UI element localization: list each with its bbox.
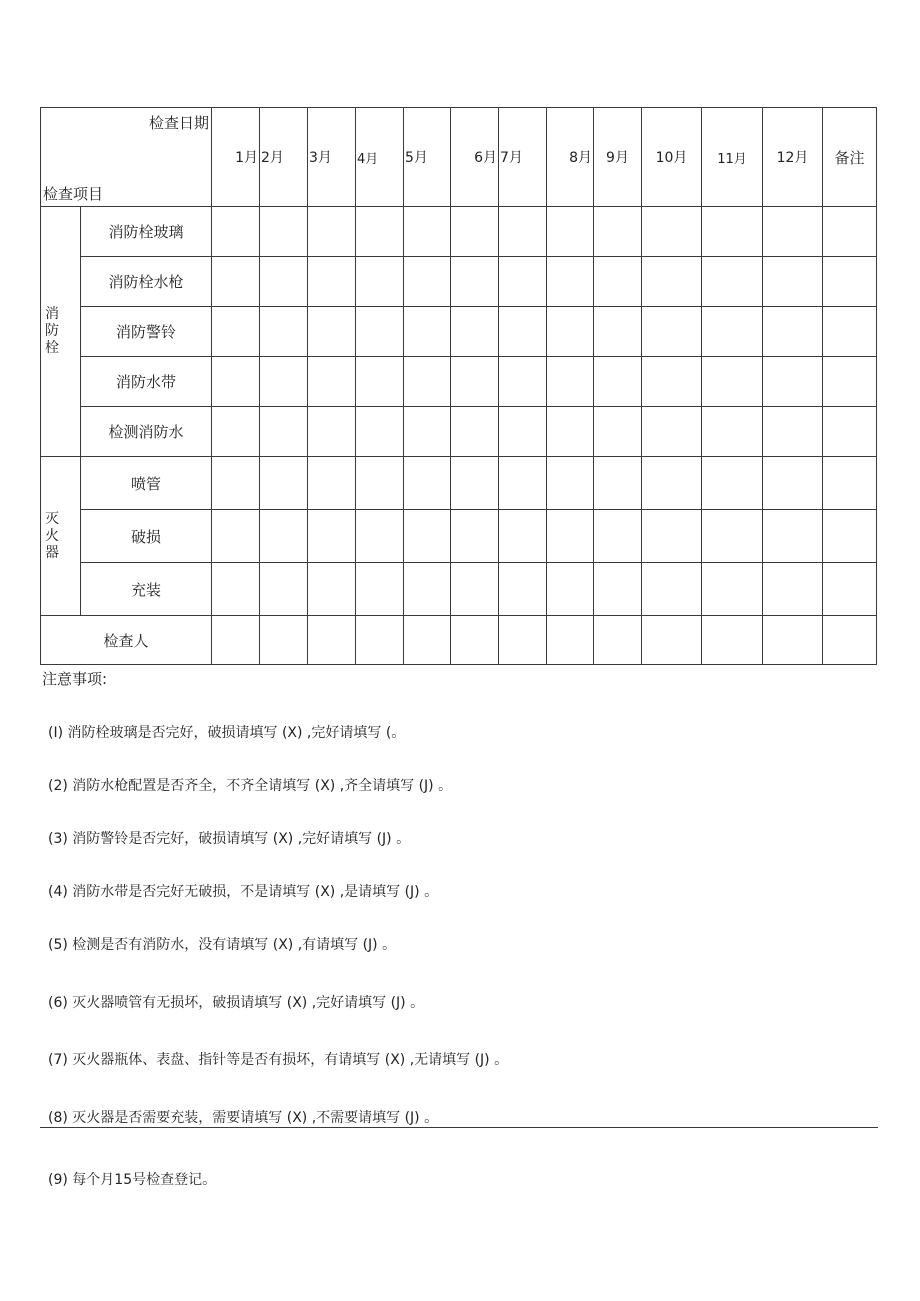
signature-cell[interactable] (642, 616, 702, 665)
diagonal-header-cell (41, 108, 212, 207)
remark-cell[interactable] (823, 457, 877, 510)
grid-cell[interactable] (451, 510, 499, 563)
grid-cell[interactable] (499, 207, 547, 257)
grid-cell[interactable] (260, 357, 308, 407)
item-hydrant-nozzle: 消防栓水枪 (81, 257, 212, 307)
grid-cell[interactable] (594, 510, 642, 563)
grid-cell[interactable] (260, 510, 308, 563)
grid-cell[interactable] (763, 307, 823, 357)
grid-cell[interactable] (260, 407, 308, 457)
note-item-9: (9) 每个月15号检查登记。 (48, 1172, 217, 1188)
grid-cell[interactable] (702, 563, 763, 616)
month-header-8: 8月 (547, 108, 594, 207)
grid-cell[interactable] (212, 510, 260, 563)
grid-cell[interactable] (702, 457, 763, 510)
month-header-11: 11月 (702, 108, 763, 207)
signature-cell[interactable] (212, 616, 260, 665)
grid-cell[interactable] (702, 357, 763, 407)
check-date-label: 检查日期 (148, 114, 209, 132)
grid-cell[interactable] (499, 257, 547, 307)
divider-line (40, 1127, 878, 1128)
month-header-2: 2月 (260, 108, 308, 207)
grid-cell[interactable] (499, 307, 547, 357)
grid-cell[interactable] (594, 207, 642, 257)
signature-cell[interactable] (499, 616, 547, 665)
month-header-6: 6月 (451, 108, 499, 207)
table-row (41, 510, 877, 563)
signature-cell[interactable] (451, 616, 499, 665)
grid-cell[interactable] (499, 457, 547, 510)
grid-cell[interactable] (763, 257, 823, 307)
signature-cell[interactable] (260, 616, 308, 665)
remark-cell[interactable] (823, 257, 877, 307)
grid-cell[interactable] (451, 257, 499, 307)
grid-cell[interactable] (702, 407, 763, 457)
grid-cell[interactable] (642, 563, 702, 616)
grid-cell[interactable] (260, 207, 308, 257)
grid-cell[interactable] (451, 207, 499, 257)
month-header-9: 9月 (594, 108, 642, 207)
grid-cell[interactable] (547, 257, 594, 307)
notes-title: 注意事项: (42, 670, 108, 688)
note-item-4: (4) 消防水带是否完好无破损，不是请填写 (X) ,是请填写 (J) 。 (48, 884, 439, 900)
grid-cell[interactable] (404, 563, 451, 616)
month-header-3: 3月 (308, 108, 356, 207)
grid-cell[interactable] (763, 457, 823, 510)
grid-cell[interactable] (212, 257, 260, 307)
grid-cell[interactable] (547, 207, 594, 257)
grid-cell[interactable] (594, 457, 642, 510)
grid-cell[interactable] (308, 407, 356, 457)
grid-cell[interactable] (404, 307, 451, 357)
table-row (41, 357, 877, 407)
remark-cell[interactable] (823, 563, 877, 616)
grid-cell[interactable] (356, 207, 404, 257)
month-header-7: 7月 (499, 108, 547, 207)
hydrant-group-label: 消防栓 (41, 207, 81, 457)
grid-cell[interactable] (702, 207, 763, 257)
check-item-label: 检查项目 (43, 185, 104, 203)
grid-cell[interactable] (499, 357, 547, 407)
grid-cell[interactable] (308, 563, 356, 616)
item-fire-hose: 消防水带 (81, 357, 212, 407)
grid-cell[interactable] (642, 257, 702, 307)
grid-cell[interactable] (356, 563, 404, 616)
grid-cell[interactable] (260, 457, 308, 510)
grid-cell[interactable] (212, 407, 260, 457)
grid-cell[interactable] (308, 457, 356, 510)
signature-cell[interactable] (308, 616, 356, 665)
grid-cell[interactable] (763, 357, 823, 407)
month-header-10: 10月 (642, 108, 702, 207)
grid-cell[interactable] (499, 510, 547, 563)
grid-cell[interactable] (212, 563, 260, 616)
grid-cell[interactable] (763, 510, 823, 563)
remark-cell[interactable] (823, 407, 877, 457)
grid-cell[interactable] (308, 207, 356, 257)
grid-cell[interactable] (642, 407, 702, 457)
signature-cell[interactable] (763, 616, 823, 665)
grid-cell[interactable] (594, 407, 642, 457)
grid-cell[interactable] (404, 407, 451, 457)
inspection-table (40, 107, 877, 665)
grid-cell[interactable] (308, 510, 356, 563)
grid-cell[interactable] (594, 307, 642, 357)
grid-cell[interactable] (404, 357, 451, 407)
month-header-12: 12月 (763, 108, 823, 207)
remark-cell[interactable] (823, 510, 877, 563)
grid-cell[interactable] (763, 407, 823, 457)
note-item-7: (7) 灭火器瓶体、表盘、指针等是否有损坏，有请填写 (X) ,无请填写 (J) 。 (48, 1052, 509, 1068)
grid-cell[interactable] (642, 510, 702, 563)
grid-cell[interactable] (356, 510, 404, 563)
month-header-4: 4月 (356, 108, 404, 207)
grid-cell[interactable] (404, 510, 451, 563)
grid-cell[interactable] (594, 563, 642, 616)
item-water-check: 检测消防水 (81, 407, 212, 457)
grid-cell[interactable] (702, 257, 763, 307)
grid-cell[interactable] (404, 257, 451, 307)
table-row (41, 563, 877, 616)
remark-cell[interactable] (823, 616, 877, 665)
inspector-row (41, 616, 877, 665)
note-item-2: (2) 消防水枪配置是否齐全，不齐全请填写 (X) ,齐全请填写 (J) 。 (48, 778, 453, 794)
remarks-header: 备注 (823, 108, 877, 207)
grid-cell[interactable] (499, 563, 547, 616)
grid-cell[interactable] (212, 307, 260, 357)
grid-cell[interactable] (642, 357, 702, 407)
item-nozzle: 喷管 (81, 457, 212, 510)
grid-cell[interactable] (212, 207, 260, 257)
note-item-3: (3) 消防警铃是否完好，破损请填写 (X) ,完好请填写 (J) 。 (48, 831, 411, 847)
table-row (41, 457, 877, 510)
grid-cell[interactable] (308, 357, 356, 407)
table-row (41, 207, 877, 257)
inspector-label: 检查人 (41, 616, 212, 665)
grid-cell[interactable] (451, 563, 499, 616)
grid-cell[interactable] (356, 307, 404, 357)
grid-cell[interactable] (451, 307, 499, 357)
grid-cell[interactable] (260, 307, 308, 357)
grid-cell[interactable] (308, 257, 356, 307)
item-damage: 破损 (81, 510, 212, 563)
grid-cell[interactable] (763, 563, 823, 616)
grid-cell[interactable] (356, 257, 404, 307)
grid-cell[interactable] (702, 307, 763, 357)
table-row (41, 307, 877, 357)
signature-cell[interactable] (404, 616, 451, 665)
grid-cell[interactable] (499, 407, 547, 457)
grid-cell[interactable] (642, 457, 702, 510)
grid-cell[interactable] (594, 357, 642, 407)
grid-cell[interactable] (451, 407, 499, 457)
grid-cell[interactable] (547, 510, 594, 563)
month-header-5: 5月 (404, 108, 451, 207)
grid-cell[interactable] (547, 563, 594, 616)
signature-cell[interactable] (356, 616, 404, 665)
note-item-1: (I) 消防栓玻璃是否完好，破损请填写 (X) ,完好请填写 (。 (48, 725, 406, 741)
grid-cell[interactable] (763, 207, 823, 257)
signature-cell[interactable] (547, 616, 594, 665)
grid-cell[interactable] (547, 407, 594, 457)
grid-cell[interactable] (260, 563, 308, 616)
grid-cell[interactable] (404, 207, 451, 257)
signature-cell[interactable] (702, 616, 763, 665)
remark-cell[interactable] (823, 357, 877, 407)
grid-cell[interactable] (308, 307, 356, 357)
item-fire-alarm-bell: 消防警铃 (81, 307, 212, 357)
grid-cell[interactable] (702, 510, 763, 563)
grid-cell[interactable] (212, 357, 260, 407)
table-row (41, 257, 877, 307)
grid-cell[interactable] (547, 357, 594, 407)
grid-cell[interactable] (356, 407, 404, 457)
extinguisher-group-label: 灭火器 (41, 457, 81, 616)
note-item-8: (8) 灭火器是否需要充装，需要请填写 (X) ,不需要请填写 (J) 。 (48, 1110, 439, 1126)
grid-cell[interactable] (642, 207, 702, 257)
item-hydrant-glass: 消防栓玻璃 (81, 207, 212, 257)
grid-cell[interactable] (451, 457, 499, 510)
signature-cell[interactable] (594, 616, 642, 665)
grid-cell[interactable] (212, 457, 260, 510)
month-header-1: 1月 (212, 108, 260, 207)
grid-cell[interactable] (260, 257, 308, 307)
remark-cell[interactable] (823, 207, 877, 257)
item-refill: 充装 (81, 563, 212, 616)
grid-cell[interactable] (594, 257, 642, 307)
remark-cell[interactable] (823, 307, 877, 357)
table-row (41, 407, 877, 457)
grid-cell[interactable] (547, 307, 594, 357)
grid-cell[interactable] (451, 357, 499, 407)
grid-cell[interactable] (356, 357, 404, 407)
note-item-6: (6) 灭火器喷管有无损坏，破损请填写 (X) ,完好请填写 (J) 。 (48, 995, 425, 1011)
grid-cell[interactable] (404, 457, 451, 510)
grid-cell[interactable] (356, 457, 404, 510)
header-row (41, 108, 877, 207)
grid-cell[interactable] (547, 457, 594, 510)
grid-cell[interactable] (642, 307, 702, 357)
note-item-5: (5) 检测是否有消防水，没有请填写 (X) ,有请填写 (J) 。 (48, 937, 397, 953)
